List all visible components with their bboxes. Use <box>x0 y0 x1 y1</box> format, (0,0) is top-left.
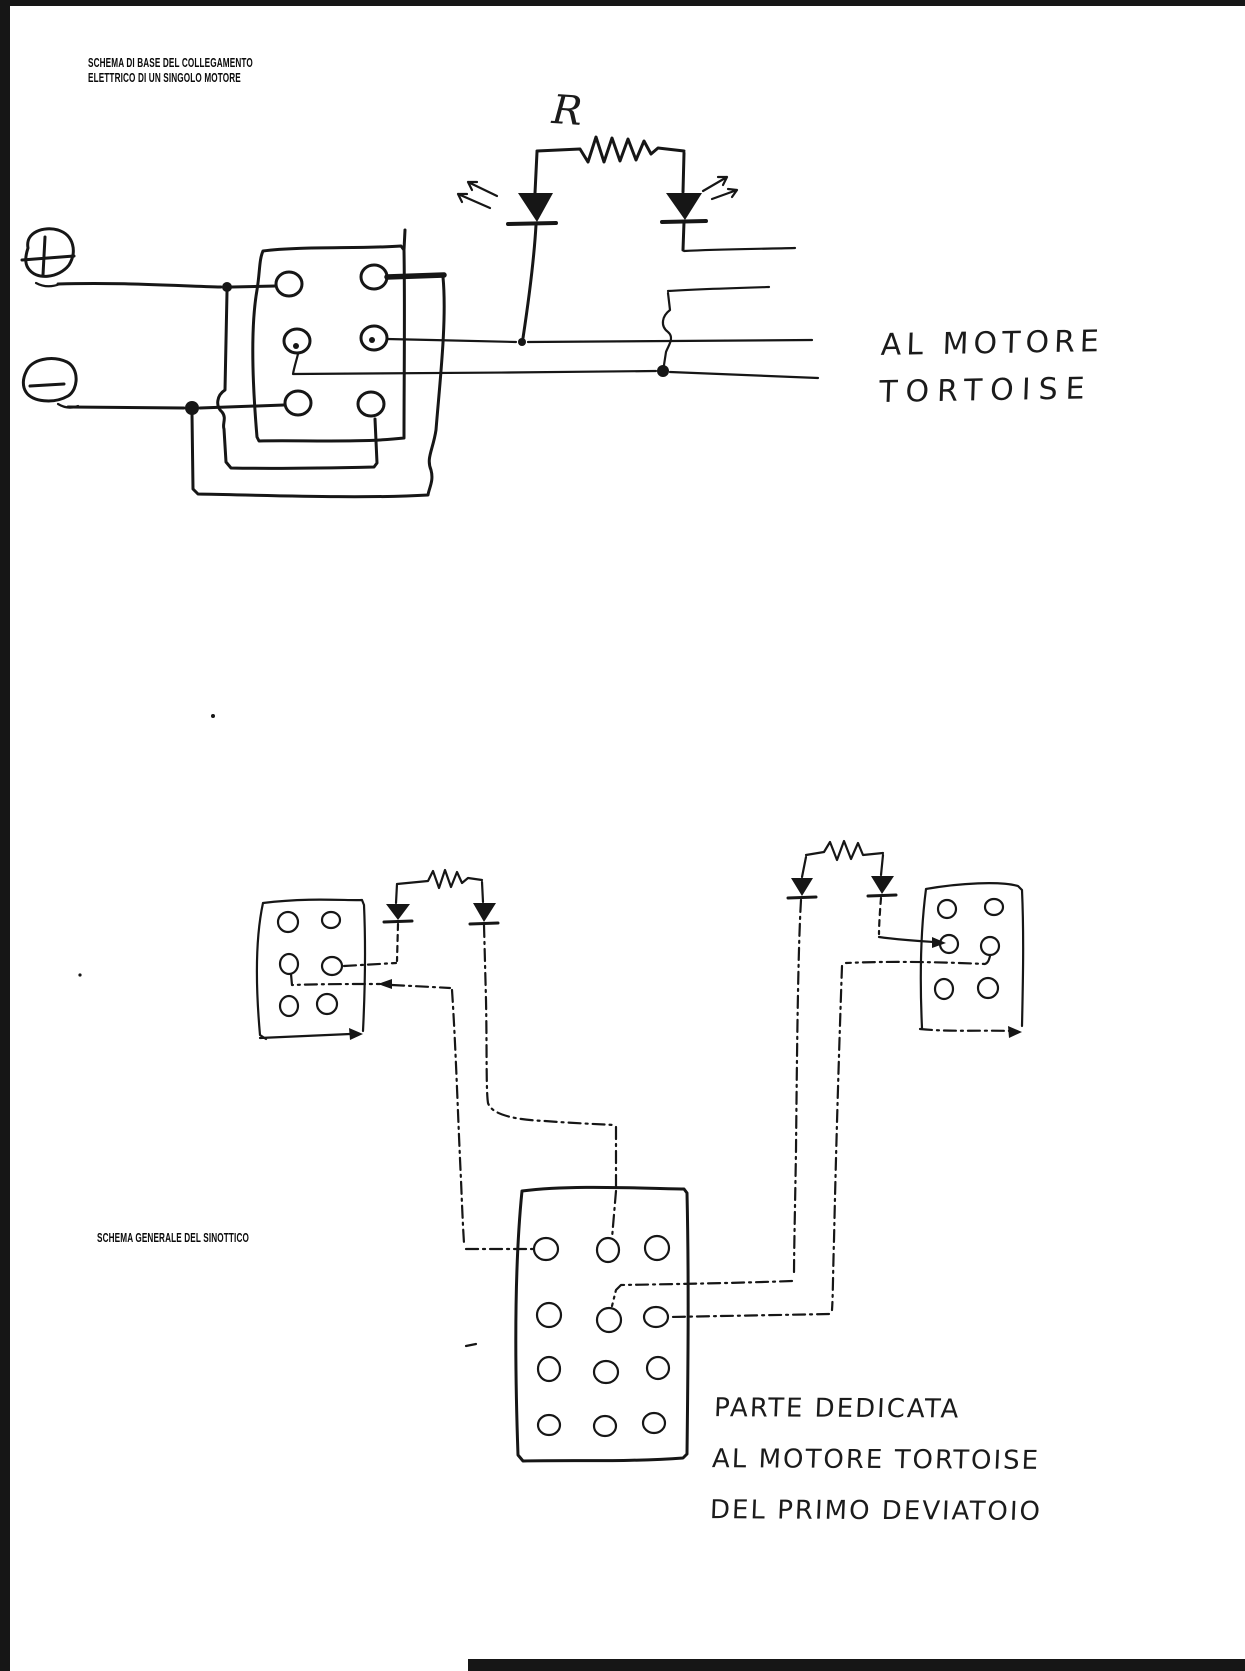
connector-hole <box>322 912 340 928</box>
single-motor-schematic <box>22 137 818 1346</box>
led-left-triangle <box>518 193 553 222</box>
diode-triangle <box>871 876 894 894</box>
connector-hole <box>978 978 998 998</box>
general-synoptic-schematic <box>257 841 1023 1461</box>
motor-wire-upper <box>387 339 516 342</box>
general-schematic-caption <box>97 1230 249 1245</box>
minus-terminal-icon <box>23 359 78 408</box>
minus-terminal-circle <box>23 359 76 401</box>
motor-wire-lower <box>293 354 656 374</box>
left-pair-resistor <box>396 870 483 903</box>
output-stub-2 <box>668 287 769 291</box>
right-block-corner-arrow <box>1008 1026 1022 1038</box>
right-block-outline <box>921 883 1023 1028</box>
resistor-wire <box>537 137 684 162</box>
junction-dot <box>518 338 526 346</box>
connector-hole <box>644 1307 668 1327</box>
caption-line: SCHEMA DI BASE DEL COLLEGAMENTO <box>88 55 253 70</box>
connector-hole <box>935 979 953 999</box>
connector-hole <box>538 1357 560 1381</box>
connector-hole <box>280 996 298 1016</box>
right-block-drop-to-central <box>671 956 990 1317</box>
connector-hole <box>534 1238 558 1260</box>
connector-hole <box>317 994 337 1014</box>
minus-wire <box>68 407 184 408</box>
left-diode-drop-to-central <box>484 925 616 1238</box>
led-left-icon <box>458 152 556 338</box>
diode-lead <box>879 898 881 934</box>
connector-hole <box>276 272 302 296</box>
right-connector-block <box>920 883 1023 1038</box>
resistor-label: R <box>550 87 584 135</box>
left-connector-block <box>257 900 365 1040</box>
led-right-lead-top <box>683 153 684 192</box>
connector-block-6 <box>253 230 405 441</box>
connector-hole <box>643 1413 665 1433</box>
connector-hole <box>938 900 956 918</box>
note-line: DEL PRIMO DEVIATOIO <box>709 1495 1043 1527</box>
motor-label-line: TORTOISE <box>878 371 1094 410</box>
right-pair-resistor <box>802 841 883 877</box>
minus-wire-to-hole <box>200 405 284 408</box>
connector-hole <box>358 392 384 416</box>
wire-arrow-left <box>378 979 392 989</box>
caption-line: ELETTRICO DI UN SINGOLO MOTORE <box>88 70 241 85</box>
wire-into-right-block <box>879 937 934 942</box>
scan-speck <box>466 1344 476 1346</box>
plus-wire-to-hole <box>232 286 276 287</box>
right-block-bottom-edge <box>920 1029 1012 1031</box>
connector-hole <box>280 954 298 974</box>
led-right-arrows <box>703 177 737 199</box>
connector-hole <box>594 1416 616 1436</box>
scan-border-top <box>0 0 1245 6</box>
hole-mark <box>369 337 375 343</box>
led-left-lead-top <box>535 152 537 193</box>
plus-terminal-tail <box>36 283 60 286</box>
connector-hole <box>538 1415 560 1435</box>
diode-triangle <box>791 878 813 896</box>
connector-hole <box>537 1303 561 1327</box>
central-connector-block <box>516 1187 688 1461</box>
scan-speck <box>211 714 215 718</box>
connector-hole <box>285 391 311 415</box>
diode-triangle <box>473 903 496 922</box>
left-ml-wire <box>291 974 450 988</box>
motor-label-line: AL MOTORE <box>880 324 1105 363</box>
connector-hole <box>278 912 298 932</box>
led-right-triangle <box>666 193 702 220</box>
diode-bar <box>868 895 896 896</box>
led-right-icon <box>662 153 737 250</box>
left-block-outline <box>257 900 365 1039</box>
right-led-drop-wire <box>663 293 671 365</box>
scan-speck <box>78 973 81 976</box>
right-diode-pair <box>788 841 896 934</box>
connector-hole <box>597 1238 619 1262</box>
plus-terminal-circle <box>26 229 74 277</box>
top-right-stub <box>387 275 444 277</box>
scan-border-bottom <box>468 1659 1245 1671</box>
diode-bar <box>470 923 498 924</box>
led-left-arrows <box>458 182 497 208</box>
connector-hole <box>645 1236 669 1260</box>
motor-wire-lower-right <box>670 372 818 378</box>
led-left-bar <box>508 223 556 224</box>
dedicated-part-note <box>709 1383 1047 1538</box>
note-line: AL MOTORE TORTOISE <box>711 1444 1041 1476</box>
connector-hole <box>981 937 999 955</box>
top-schematic-caption <box>88 55 253 85</box>
output-stub-1 <box>684 248 795 251</box>
right-led-drop-to-central <box>612 900 801 1306</box>
motor-label <box>878 318 1104 416</box>
led-left-lead-bottom <box>523 225 536 338</box>
diode-triangle <box>386 904 410 920</box>
connector-hole <box>594 1361 618 1383</box>
outer-loop-wire <box>192 277 444 497</box>
minus-symbol <box>30 384 64 386</box>
diode-bar <box>788 897 816 898</box>
connector-hole <box>322 957 342 975</box>
connector-hole <box>647 1357 669 1379</box>
wire-arrow-right <box>932 937 946 948</box>
connector-hole <box>361 265 387 289</box>
caption-line: SCHEMA GENERALE DEL SINOTTICO <box>97 1230 249 1245</box>
diode-lead <box>397 924 398 961</box>
scan-border-left <box>0 0 10 1671</box>
hole-mark <box>293 343 299 349</box>
plus-wire <box>58 283 221 287</box>
junction-dot <box>657 365 669 377</box>
connector-hole <box>985 899 1003 915</box>
plus-terminal-icon <box>22 229 74 286</box>
diode-bar <box>384 921 412 922</box>
note-line: PARTE DEDICATA <box>713 1393 961 1425</box>
left-mr-wire <box>344 963 396 966</box>
left-block-corner-arrow <box>349 1028 363 1040</box>
left-diode-pair <box>384 870 498 961</box>
connector-hole <box>597 1308 621 1332</box>
led-right-lead-bottom <box>683 222 684 250</box>
resistor <box>537 137 684 162</box>
connector-hole <box>284 329 310 353</box>
